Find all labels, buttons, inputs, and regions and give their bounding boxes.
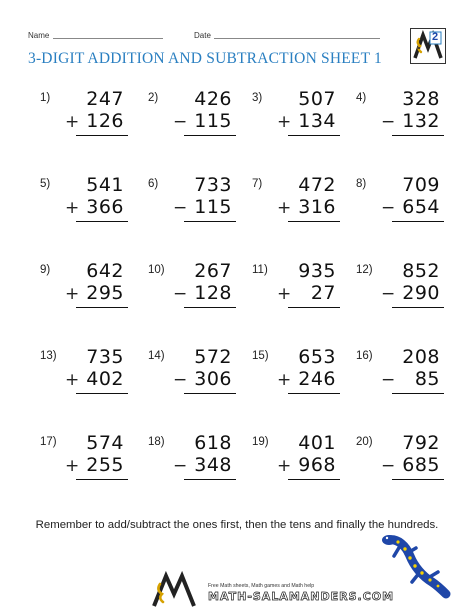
- answer-line: [288, 479, 340, 480]
- problem: [148, 174, 258, 248]
- problem-number: 13): [40, 350, 57, 362]
- date-line: [214, 38, 380, 39]
- problem: [252, 174, 362, 248]
- page-title: 3-DIGIT ADDITION AND SUBTRACTION SHEET 1: [28, 50, 383, 67]
- first-number: 426: [194, 88, 232, 110]
- problem-number: 10): [148, 264, 165, 276]
- first-number: 709: [402, 174, 440, 196]
- operator-sign: +: [65, 198, 80, 218]
- problem: [148, 260, 258, 334]
- second-number: 246: [298, 368, 336, 390]
- problem-number: 7): [252, 178, 263, 190]
- footer-tagline: Free Math sheets, Math games and Math help: [208, 583, 315, 589]
- name-label: Name: [28, 31, 50, 40]
- problem-number: 16): [356, 350, 373, 362]
- problem-number: 1): [40, 92, 51, 104]
- operator-sign: −: [381, 198, 396, 218]
- answer-line: [184, 221, 236, 222]
- second-number: 115: [194, 196, 232, 218]
- second-number: 402: [86, 368, 124, 390]
- operator-sign: +: [65, 112, 80, 132]
- name-line: [53, 38, 163, 39]
- problem-number: 9): [40, 264, 51, 276]
- problem: [252, 346, 362, 420]
- operator-sign: −: [173, 112, 188, 132]
- first-number: 208: [402, 346, 440, 368]
- operator-sign: +: [277, 112, 292, 132]
- problem: [148, 346, 258, 420]
- problem: [252, 88, 362, 162]
- problem-number: 14): [148, 350, 165, 362]
- instruction-text: Remember to add/subtract the ones first, then the tens and finally the hundreds.: [35, 519, 439, 531]
- salamander-icon: [380, 528, 452, 600]
- second-number: 685: [402, 454, 440, 476]
- problem: [40, 88, 150, 162]
- problem: [252, 260, 362, 334]
- operator-sign: −: [381, 370, 396, 390]
- logo-number: 2: [432, 31, 439, 43]
- answer-line: [288, 307, 340, 308]
- second-number: 128: [194, 282, 232, 304]
- first-number: 792: [402, 432, 440, 454]
- answer-line: [288, 221, 340, 222]
- problem: [252, 432, 362, 506]
- problem-number: 8): [356, 178, 367, 190]
- answer-line: [184, 393, 236, 394]
- first-number: 653: [298, 346, 336, 368]
- second-number: 968: [298, 454, 336, 476]
- operator-sign: −: [173, 370, 188, 390]
- operator-sign: −: [381, 456, 396, 476]
- answer-line: [392, 393, 444, 394]
- problem-number: 3): [252, 92, 263, 104]
- problem: [356, 346, 466, 420]
- answer-line: [288, 135, 340, 136]
- operator-sign: −: [381, 112, 396, 132]
- first-number: 618: [194, 432, 232, 454]
- second-number: 366: [86, 196, 124, 218]
- answer-line: [76, 221, 128, 222]
- problem-number: 5): [40, 178, 51, 190]
- problem-number: 12): [356, 264, 373, 276]
- problem: [40, 346, 150, 420]
- problem-number: 17): [40, 436, 57, 448]
- first-number: 935: [298, 260, 336, 282]
- answer-line: [184, 135, 236, 136]
- problem-number: 2): [148, 92, 159, 104]
- problem: [40, 432, 150, 506]
- first-number: 572: [194, 346, 232, 368]
- problem: [40, 174, 150, 248]
- operator-sign: +: [277, 198, 292, 218]
- operator-sign: +: [65, 456, 80, 476]
- salamander-logo-icon: [410, 28, 446, 64]
- problem: [40, 260, 150, 334]
- second-number: 126: [86, 110, 124, 132]
- operator-sign: +: [277, 456, 292, 476]
- second-number: 306: [194, 368, 232, 390]
- problem-number: 6): [148, 178, 159, 190]
- first-number: 733: [194, 174, 232, 196]
- answer-line: [392, 135, 444, 136]
- answer-line: [76, 307, 128, 308]
- answer-line: [288, 393, 340, 394]
- first-number: 401: [298, 432, 336, 454]
- second-number: 85: [414, 368, 440, 390]
- answer-line: [392, 307, 444, 308]
- second-number: 255: [86, 454, 124, 476]
- problem-number: 18): [148, 436, 165, 448]
- second-number: 115: [194, 110, 232, 132]
- footer-logo-icon: [150, 568, 242, 610]
- second-number: 348: [194, 454, 232, 476]
- first-number: 328: [402, 88, 440, 110]
- answer-line: [392, 479, 444, 480]
- first-number: 574: [86, 432, 124, 454]
- operator-sign: +: [65, 284, 80, 304]
- operator-sign: −: [173, 456, 188, 476]
- problem: [356, 174, 466, 248]
- operator-sign: −: [173, 284, 188, 304]
- second-number: 27: [310, 282, 336, 304]
- operator-sign: +: [277, 370, 292, 390]
- operator-sign: +: [277, 284, 292, 304]
- operator-sign: −: [173, 198, 188, 218]
- answer-line: [392, 221, 444, 222]
- first-number: 267: [194, 260, 232, 282]
- problem-number: 15): [252, 350, 269, 362]
- problem-number: 20): [356, 436, 373, 448]
- operator-sign: −: [381, 284, 396, 304]
- problem-number: 19): [252, 436, 269, 448]
- first-number: 852: [402, 260, 440, 282]
- second-number: 654: [402, 196, 440, 218]
- second-number: 316: [298, 196, 336, 218]
- answer-line: [184, 307, 236, 308]
- second-number: 132: [402, 110, 440, 132]
- second-number: 134: [298, 110, 336, 132]
- answer-line: [76, 135, 128, 136]
- answer-line: [184, 479, 236, 480]
- first-number: 247: [86, 88, 124, 110]
- footer-brand: MATH-SALAMANDERS.COM: [208, 590, 395, 603]
- answer-line: [76, 479, 128, 480]
- operator-sign: +: [65, 370, 80, 390]
- first-number: 642: [86, 260, 124, 282]
- date-label: Date: [194, 31, 211, 40]
- problem: [356, 88, 466, 162]
- problem: [356, 432, 466, 506]
- second-number: 290: [402, 282, 440, 304]
- problem: [356, 260, 466, 334]
- first-number: 541: [86, 174, 124, 196]
- problem-number: 4): [356, 92, 367, 104]
- first-number: 507: [298, 88, 336, 110]
- first-number: 735: [86, 346, 124, 368]
- problem: [148, 88, 258, 162]
- problem: [148, 432, 258, 506]
- second-number: 295: [86, 282, 124, 304]
- answer-line: [76, 393, 128, 394]
- first-number: 472: [298, 174, 336, 196]
- problem-number: 11): [252, 264, 268, 276]
